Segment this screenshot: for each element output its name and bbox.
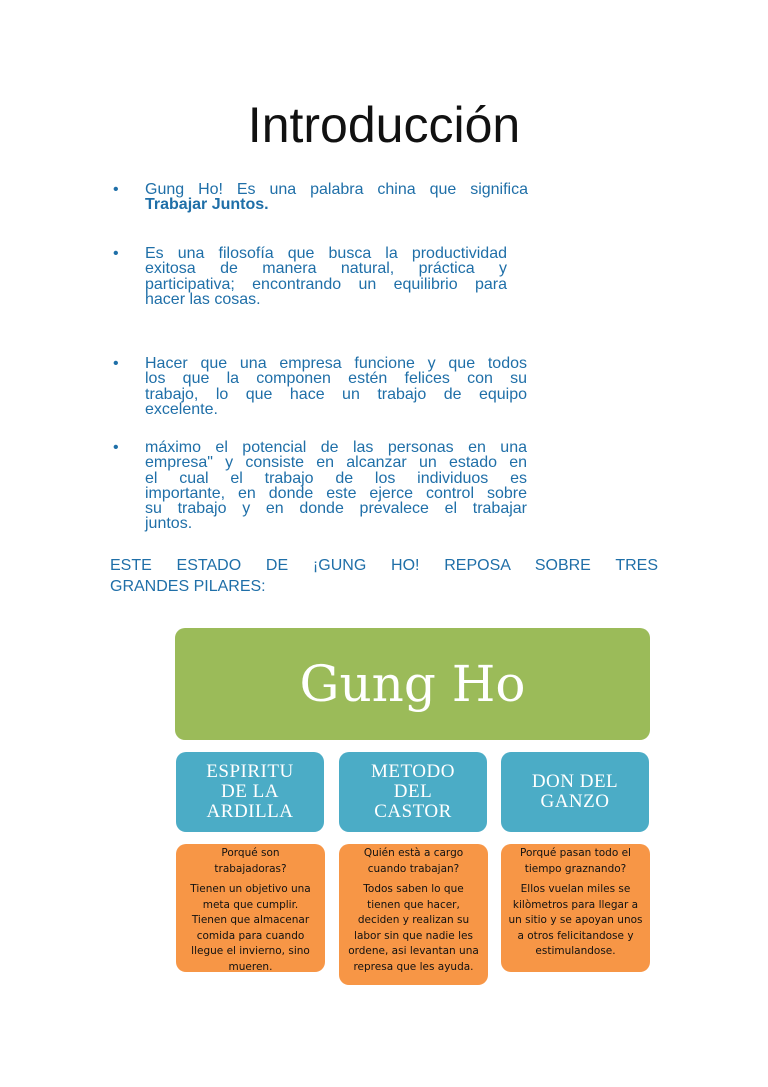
text-line: su trabajo y en donde prevalece el trabajar [145, 500, 527, 518]
text-line: Es una filosofía que busca la productividad [145, 245, 507, 262]
text-line: ESTE ESTADO DE ¡GUNG HO! REPOSA SOBRE TRES [110, 557, 658, 574]
pillar-answer: Ellos vuelan miles se kilòmetros para llegar a un sitio y se apoyan unos a otros felicitandose y estimulandose. [508, 883, 643, 957]
text-line: juntos. [145, 515, 193, 533]
pillar-detail-castor [339, 844, 488, 985]
pillar-answer: Todos saben lo que tienen que hacer, deciden y realizan su labor sin que nadie les ordene, asi levantan una represa que les ayuda. [348, 883, 479, 973]
pillar-title-ardilla: ESPIRITU DE LA ARDILLA [176, 752, 324, 832]
text-line: empresa" y consiste en alcanzar un estado en [145, 454, 527, 472]
pillar-question: Porqué pasan todo el tiempo graznando? [520, 847, 631, 875]
text-line: los que la componen estén felices con su [145, 370, 527, 388]
text-line: máximo el potencial de las personas en una [145, 439, 527, 456]
bullet-paragraph-2 [145, 246, 507, 307]
text-line: Gung Ho! Es una palabra china que significa [145, 181, 528, 198]
bullet-icon: • [113, 439, 119, 456]
pillar-detail-ardilla [176, 844, 325, 972]
pillar-answer: Tienen un objetivo una meta que cumplir. Tienen que almacenar comida para cuando llegue el invierno, sino mueren. [190, 883, 311, 973]
bullet-paragraph-4 [145, 440, 527, 532]
pillar-detail-ganzo [501, 844, 650, 972]
pillar-question: Quién està a cargo cuando trabajan? [363, 847, 464, 875]
bullet-paragraph-1 [145, 182, 528, 213]
closing-statement [110, 555, 658, 597]
text-line: exitosa de manera natural, práctica y [145, 260, 507, 278]
diagram-header: Gung Ho [175, 628, 650, 740]
text-line: excelente. [145, 400, 218, 418]
bullet-icon: • [113, 245, 119, 262]
text-line: trabajo, lo que hace un trabajo de equipo [145, 385, 527, 403]
text-line: importante, en donde este ejerce control sobre [145, 484, 527, 502]
bullet-icon: • [113, 355, 119, 372]
text-line: Hacer que una empresa funcione y que todos [145, 355, 527, 372]
text-line: participativa; encontrando un equilibrio para [145, 275, 507, 293]
page-title: Introducción [247, 97, 521, 153]
pillar-title-castor: METODO DEL CASTOR [339, 752, 487, 832]
text-line: GRANDES PILARES: [110, 578, 266, 595]
text-line: el cual el trabajo de los individuos es [145, 469, 527, 487]
bullet-icon: • [113, 181, 119, 198]
pillar-question: Porqué son trabajadoras? [214, 847, 287, 875]
bullet-paragraph-3 [145, 356, 527, 417]
pillar-title-ganzo: DON DEL GANZO [501, 752, 649, 832]
bold-text: Trabajar Juntos. [145, 196, 269, 214]
text-line: hacer las cosas. [145, 290, 261, 308]
